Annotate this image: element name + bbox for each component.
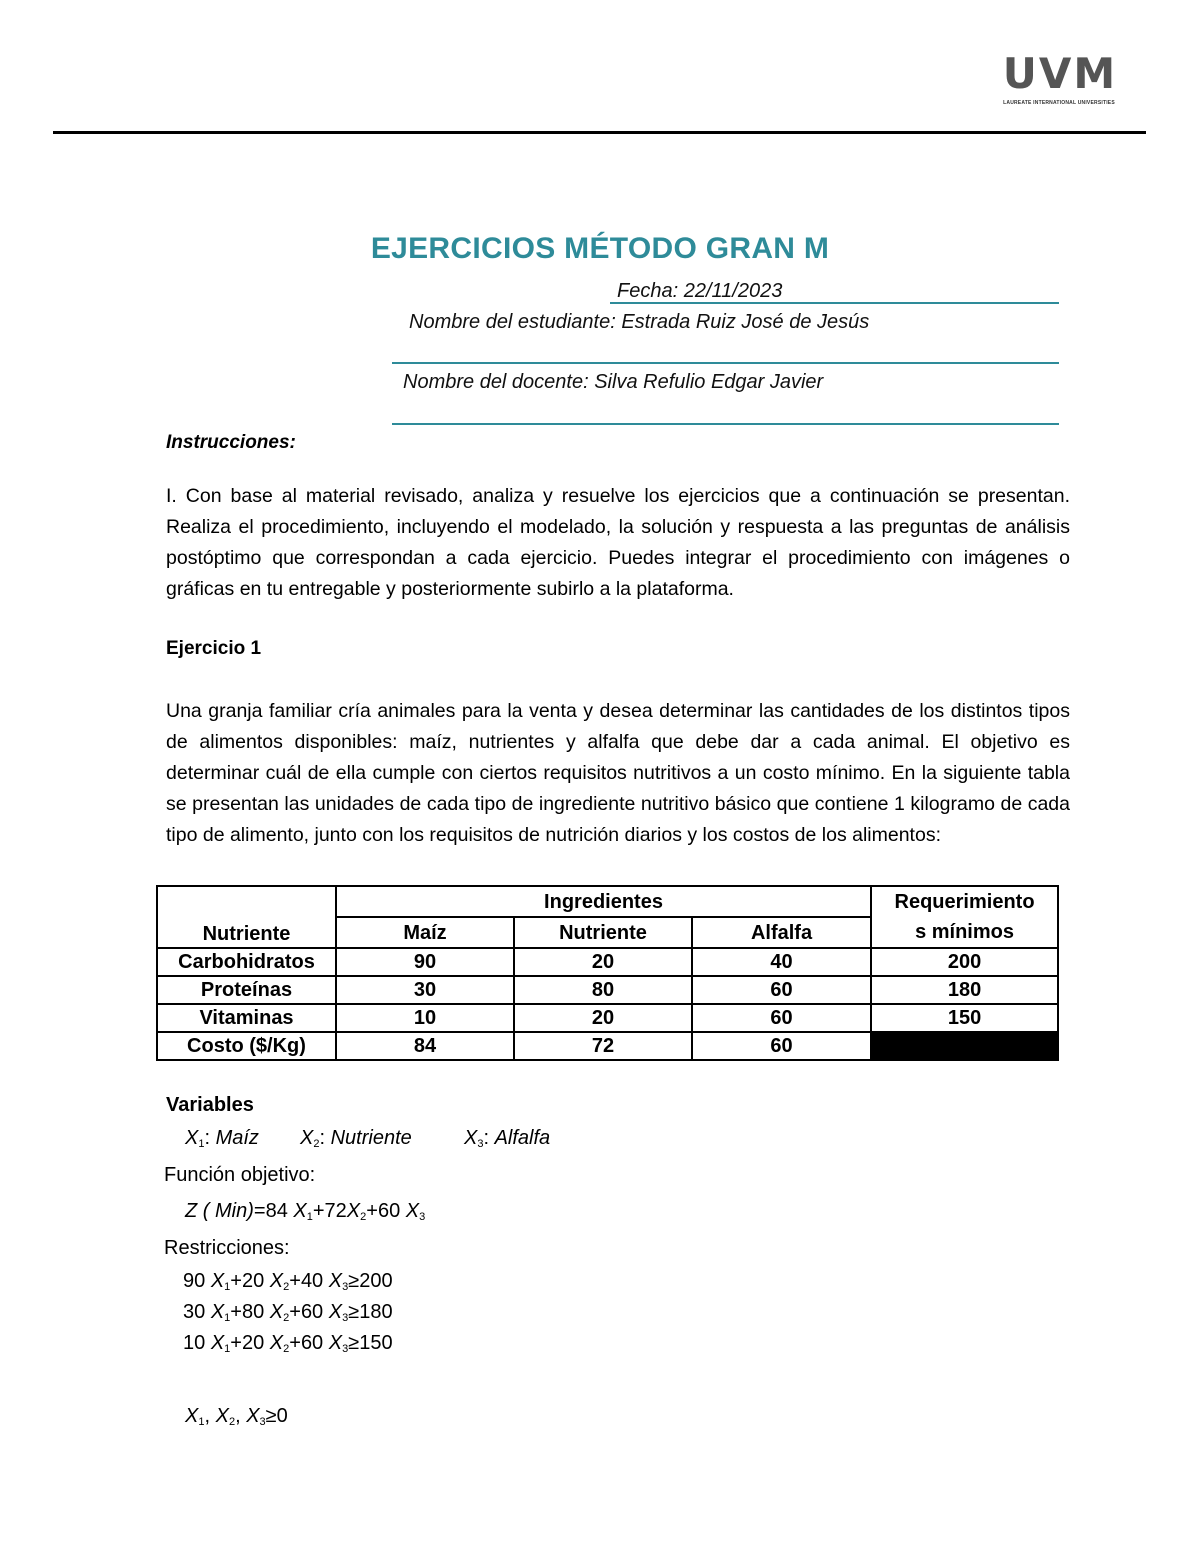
table-row: [157, 1004, 1058, 1032]
requirement-header-line1: Requerimiento: [894, 891, 1035, 913]
constraints-heading: Restricciones:: [164, 1237, 290, 1259]
table-cell: 90: [336, 948, 514, 976]
constraint-coefficient: 60: [300, 1332, 324, 1354]
table-header-cell: Nutriente: [157, 886, 336, 948]
nutrition-table: [156, 885, 1059, 1061]
table-cell: 10: [336, 1004, 514, 1032]
variables-heading: Variables: [166, 1094, 254, 1116]
constraint-2: 30 $X_1+80$ $X_2+60$ $X_3\ge 180$: [183, 1301, 393, 1324]
objective-function: Z ( Min)=84 $X_1+72X_2+60$ $X_3$: [185, 1200, 426, 1223]
table-row: [157, 976, 1058, 1004]
constraint-coefficient: 90: [183, 1270, 206, 1292]
variable-x3-name: Alfalfa: [494, 1127, 551, 1149]
constraint-rhs: 150: [359, 1332, 393, 1354]
student-name-field: Nombre del estudiante: Estrada Ruiz José de Jesús: [409, 311, 870, 333]
objective-coefficient: 60: [377, 1200, 401, 1222]
table-cell: 20: [514, 948, 692, 976]
table-cell: 150: [871, 1004, 1058, 1032]
constraint-coefficient: 20: [241, 1332, 265, 1354]
table-cell: Costo ($/Kg): [157, 1032, 336, 1060]
requirement-header-line2: s mínimos: [915, 921, 1014, 943]
constraint-coefficient: 80: [241, 1301, 265, 1323]
table-row: [157, 948, 1058, 976]
date-underline: [610, 302, 1059, 304]
constraint-coefficient: 20: [241, 1270, 265, 1292]
objective-heading: Función objetivo:: [164, 1164, 316, 1186]
instructions-heading: Instrucciones:: [166, 432, 296, 453]
constraint-coefficient: 60: [300, 1301, 324, 1323]
table-cell: Vitaminas: [157, 1004, 336, 1032]
table-header-row: [157, 886, 1058, 917]
student-underline: [392, 362, 1059, 364]
uvm-logo: UVM: [1002, 49, 1118, 98]
constraint-3: 10 $X_1+20$ $X_2+60$ $X_3\ge 150$: [183, 1332, 393, 1355]
exercise-heading: Ejercicio 1: [166, 638, 262, 659]
variable-x1-name: Maíz: [215, 1127, 259, 1149]
table-cell: Proteínas: [157, 976, 336, 1004]
table-cell: 200: [871, 948, 1058, 976]
table-row: [157, 1032, 1058, 1060]
variable-x3: $X_3$: Alfalfa: [464, 1127, 551, 1150]
table-cell: 60: [692, 976, 871, 1004]
objective-coefficient: 72: [324, 1200, 347, 1222]
table-cell: 30: [336, 976, 514, 1004]
logo-tagline: LAUREATE INTERNATIONAL UNIVERSITIES: [1003, 100, 1115, 106]
teacher-underline: [392, 423, 1059, 425]
constraint-rhs: 180: [359, 1301, 393, 1323]
variable-x2-name: Nutriente: [330, 1127, 412, 1149]
table-cell: Carbohidratos: [157, 948, 336, 976]
variable-x2: $X_2$: Nutriente: [300, 1127, 412, 1150]
table-cell: 180: [871, 976, 1058, 1004]
objective-coefficient: 84: [265, 1200, 288, 1222]
constraint-1: 90 $X_1+20$ $X_2+40$ $X_3\ge 200$: [183, 1270, 393, 1293]
table-header-cell: [871, 886, 1058, 948]
table-cell-blank: [871, 1032, 1058, 1060]
header-divider: [53, 131, 1146, 134]
objective-prefix: Z ( Min): [185, 1200, 254, 1222]
table-cell: 84: [336, 1032, 514, 1060]
nonneg-rhs: 0: [276, 1405, 288, 1427]
table-header-cell: Ingredientes: [336, 886, 871, 917]
table-cell: 20: [514, 1004, 692, 1032]
constraint-rhs: 200: [359, 1270, 393, 1292]
teacher-name-field: Nombre del docente: Silva Refulio Edgar Javier: [403, 371, 824, 393]
nonnegativity-constraint: $X_1$, $X_2$, $X_3\ge 0$: [185, 1405, 288, 1428]
table-cell: 60: [692, 1032, 871, 1060]
instructions-paragraph: I. Con base al material revisado, analiza y resuelve los ejercicios que a continuación se presentan. Realiza el procedimiento, incluyendo el modelado, la solución y respuesta a las preguntas de análisis postóptimo que correspondan a cada ejercicio. Puedes integrar el procedimiento con imágenes o gráficas en tu entregable y posteriormente subirlo a la plataforma.: [166, 485, 1070, 600]
date-field: Fecha: 22/11/2023: [617, 280, 783, 302]
table-header-cell: Nutriente: [514, 917, 692, 948]
table-cell: 40: [692, 948, 871, 976]
table-header-cell: Alfalfa: [692, 917, 871, 948]
exercise-paragraph: Una granja familiar cría animales para la venta y desea determinar las cantidades de los distintos tipos de alimentos disponibles: maíz, nutrientes y alfalfa que debe dar a cada animal. El objetivo es determinar cuál de ella cumple con ciertos requisitos nutritivos a un costo mínimo. En la siguiente tabla se presentan las unidades de cada tipo de ingrediente nutritivo básico que contiene 1 kilogramo de cada tipo de alimento, junto con los requisitos de nutrición diarios y los costos de los alimentos:: [166, 700, 1070, 846]
table-cell: 72: [514, 1032, 692, 1060]
table-cell: 60: [692, 1004, 871, 1032]
constraint-coefficient: 30: [183, 1301, 206, 1323]
document-title: EJERCICIOS MÉTODO GRAN M: [370, 232, 830, 265]
constraint-coefficient: 10: [183, 1332, 206, 1354]
table-cell: 80: [514, 976, 692, 1004]
table-header-cell: Maíz: [336, 917, 514, 948]
variable-x1: $X_1$: Maíz: [185, 1127, 259, 1150]
constraint-coefficient: 40: [300, 1270, 324, 1292]
